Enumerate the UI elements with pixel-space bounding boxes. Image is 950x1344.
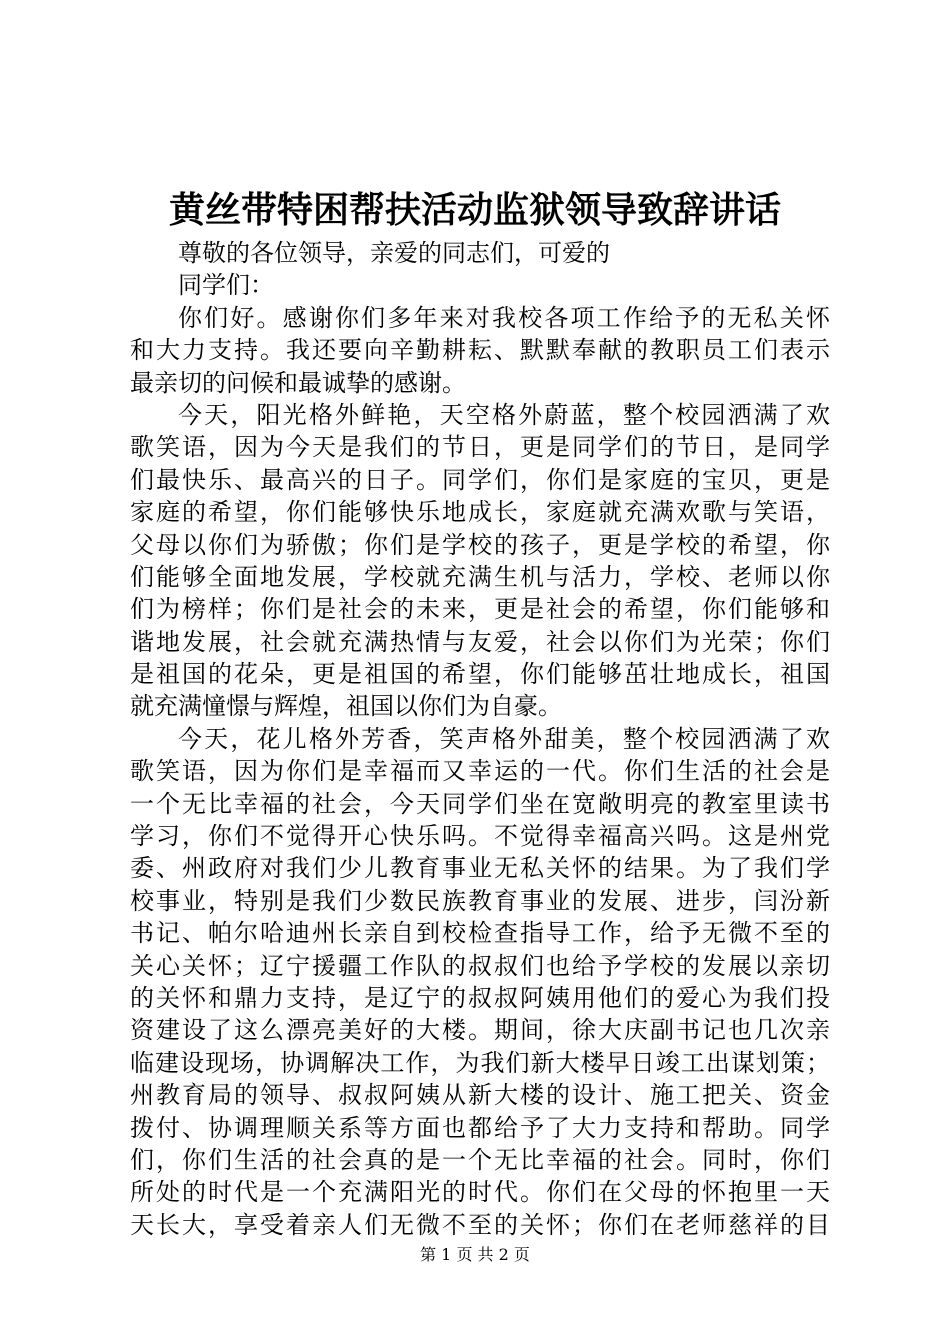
- body-line: 学习，你们不觉得开心快乐吗。不觉得幸福高兴吗。这是州党: [130, 822, 830, 851]
- body-line: 你们好。感谢你们多年来对我校各项工作给予的无私关怀: [178, 303, 830, 332]
- body-line: 们为榜样；你们是社会的未来，更是社会的希望，你们能够和: [130, 595, 830, 624]
- body-line: 们最快乐、最高兴的日子。同学们，你们是家庭的宝贝，更是: [130, 465, 830, 494]
- body-line: 同学们：: [178, 271, 274, 300]
- body-line: 歌笑语，因为今天是我们的节日，更是同学们的节日，是同学: [130, 433, 830, 462]
- body-line: 今天，阳光格外鲜艳，天空格外蔚蓝，整个校园洒满了欢: [178, 400, 830, 429]
- body-line: 拨付、协调理顺关系等方面也都给予了大力支持和帮助。同学: [130, 1113, 830, 1142]
- body-line: 天长大，享受着亲人们无微不至的关怀；你们在老师慈祥的目: [130, 1210, 830, 1239]
- body-line: 谐地发展，社会就充满热情与友爱，社会以你们为光荣；你们: [130, 627, 830, 656]
- body-line: 书记、帕尔哈迪州长亲自到校检查指导工作，给予无微不至的: [130, 919, 830, 948]
- body-line: 父母以你们为骄傲；你们是学校的孩子，更是学校的希望，你: [130, 530, 830, 559]
- body-line: 们能够全面地发展，学校就充满生机与活力，学校、老师以你: [130, 562, 830, 591]
- page-number-footer: 第 1 页 共 2 页: [420, 1245, 530, 1264]
- document-title: 黄丝带特困帮扶活动监狱领导致辞讲话: [168, 189, 781, 231]
- body-line: 最亲切的问候和最诚挚的感谢。: [130, 368, 466, 397]
- body-line: 临建设现场，协调解决工作，为我们新大楼早日竣工出谋划策；: [130, 1048, 830, 1077]
- document-body: [130, 237, 830, 1241]
- body-line: 歌笑语，因为你们是幸福而又幸运的一代。你们生活的社会是: [130, 757, 830, 786]
- body-line: 一个无比幸福的社会，今天同学们坐在宽敞明亮的教室里读书: [130, 789, 830, 818]
- body-line: 就充满憧憬与辉煌，祖国以你们为自豪。: [130, 692, 562, 721]
- body-line: 所处的时代是一个充满阳光的时代。你们在父母的怀抱里一天: [130, 1178, 830, 1207]
- body-line: 州教育局的领导、叔叔阿姨从新大楼的设计、施工把关、资金: [130, 1081, 830, 1110]
- body-line: 和大力支持。我还要向辛勤耕耘、默默奉献的教职员工们表示: [130, 336, 830, 365]
- body-line: 今天，花儿格外芳香，笑声格外甜美，整个校园洒满了欢: [178, 724, 830, 753]
- body-line: 是祖国的花朵，更是祖国的希望，你们能够茁壮地成长，祖国: [130, 660, 830, 689]
- body-line: 家庭的希望，你们能够快乐地成长，家庭就充满欢歌与笑语，: [130, 498, 830, 527]
- body-line: 资建设了这么漂亮美好的大楼。期间，徐大庆副书记也几次亲: [130, 1016, 830, 1045]
- body-line: 的关怀和鼎力支持，是辽宁的叔叔阿姨用他们的爱心为我们投: [130, 983, 830, 1012]
- body-line: 尊敬的各位领导，亲爱的同志们，可爱的: [178, 239, 610, 267]
- body-line: 们，你们生活的社会真的是一个无比幸福的社会。同时，你们: [130, 1145, 830, 1174]
- body-line: 关心关怀；辽宁援疆工作队的叔叔们也给予学校的发展以亲切: [130, 951, 830, 980]
- body-line: 委、州政府对我们少儿教育事业无私关怀的结果。为了我们学: [130, 854, 830, 883]
- body-line: 校事业，特别是我们少数民族教育事业的发展、进步，闫汾新: [130, 886, 830, 915]
